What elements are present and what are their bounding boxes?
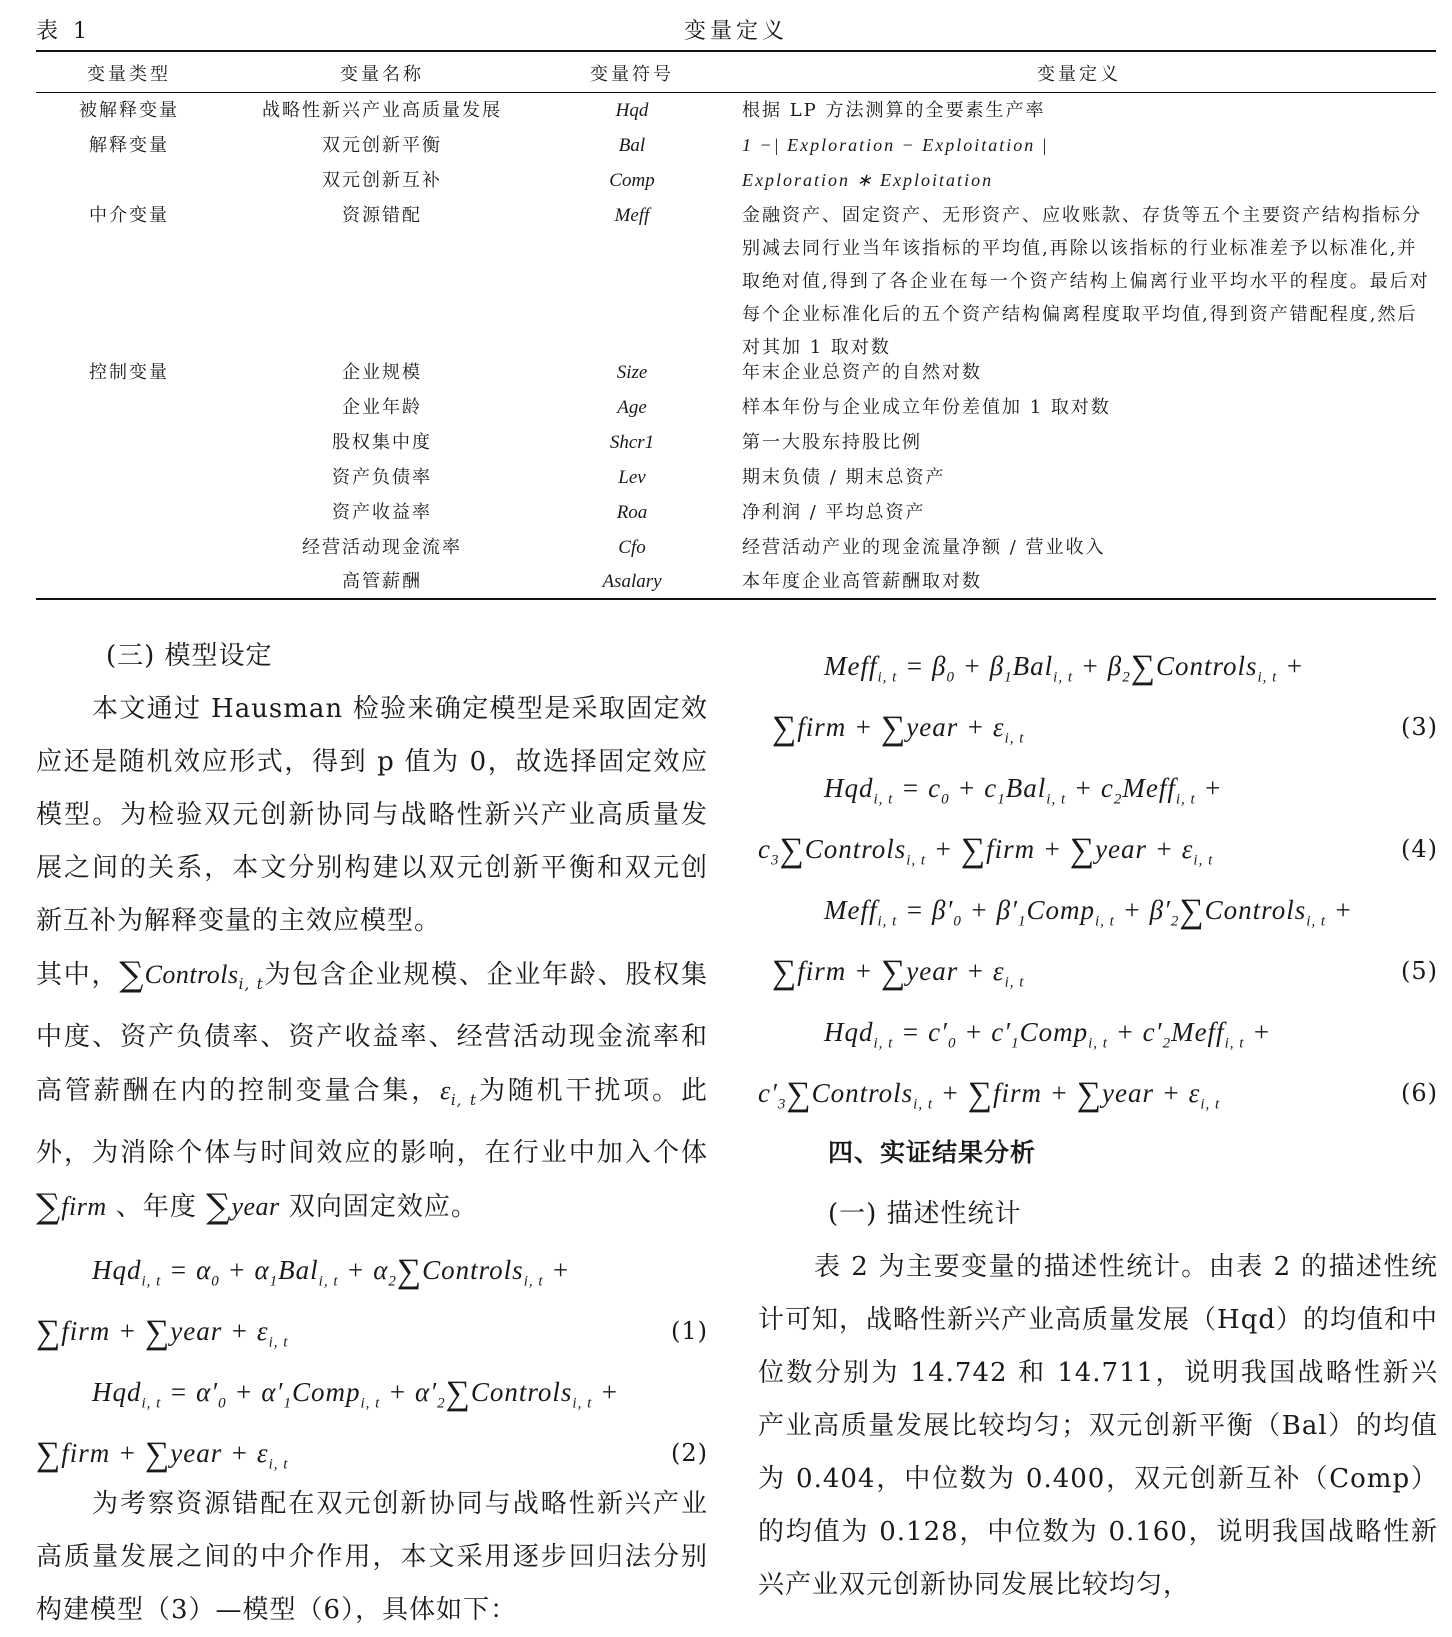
header-type: 变量类型: [87, 64, 171, 85]
equation-number: (1): [671, 1317, 708, 1346]
equation-1-line-2: ∑firm + ∑year + $\varepsilon_{i, t}$ (1): [36, 1295, 708, 1356]
equation-number: (3): [1401, 713, 1438, 741]
table-number: 表 1: [36, 19, 91, 44]
row-name: 资源错配: [342, 205, 422, 226]
row-definition: 年末企业总资产的自然对数: [742, 362, 982, 383]
header-definition: 变量定义: [1037, 64, 1121, 85]
row-symbol: Age: [617, 397, 647, 418]
row-symbol: Hqd: [615, 100, 649, 121]
row-symbol: Bal: [618, 135, 646, 156]
row-definition: 经营活动产业的现金流量净额 / 营业收入: [742, 537, 1106, 558]
equation-number: (5): [1401, 957, 1438, 985]
paragraph-hausman: 本文通过 Hausman 检验来确定模型是采取固定效应还是随机效应形式，得到 p 值为 0，故选择固定效应模型。为检验双元创新协同与战略性新兴产业高质量发展之间的关系，本文分别构建以双元创新平衡和双元创新互补为解释变量的主效应模型。: [36, 694, 708, 936]
row-name: 战略性新兴产业高质量发展: [262, 100, 502, 121]
table-title: 变量定义: [683, 19, 788, 44]
row-definition: 第一大股东持股比例: [742, 432, 922, 453]
row-name: 企业规模: [342, 362, 422, 383]
equation-number: (4): [1401, 835, 1438, 863]
row-definition: 本年度企业高管薪酬取对数: [742, 571, 982, 592]
table-row: [36, 391, 1436, 425]
table-row: [36, 565, 1436, 599]
table-row: [36, 531, 1436, 565]
body-paragraph: [36, 683, 708, 1234]
equation-4-line-2: $c_3\sum Controls_{i, t}$ + ∑firm + ∑year + $\varepsilon_{i, t}$ (4): [758, 813, 1438, 874]
row-name: 双元创新平衡: [322, 135, 442, 156]
row-symbol: Meff: [614, 205, 650, 226]
equation-number: (2): [671, 1439, 708, 1468]
row-name: 双元创新互补: [322, 170, 442, 191]
subsection-descriptive-stats: (一) 描述性统计: [828, 1199, 1022, 1229]
table-row: [36, 356, 1436, 390]
row-symbol: Roa: [616, 502, 648, 523]
row-name: 企业年龄: [342, 397, 422, 418]
row-definition: 金融资产、固定资产、无形资产、应收账款、存货等五个主要资产结构指标分别减去同行业当年该指标的平均值,再除以该指标的行业标准差予以标准化,并取绝对值,得到了各企业在每一个资产结构上偏离行业平均水平的程度。最后对每个企业标准化后的五个资产结构偏离程度取平均值,得到资产错配程度,然后对其加 1 取对数: [742, 205, 1430, 358]
row-name: 股权集中度: [332, 432, 432, 453]
table-header-rule: [36, 92, 1436, 93]
equation-5-line-1: Meff$_{i, t}$ = $\beta'_0$ + $\beta'_1Comp_{i, t}$ + $\beta'_2\sum Controls_{i, t}$ +: [824, 893, 1354, 930]
header-symbol: 变量符号: [590, 64, 674, 85]
table-row: [36, 461, 1436, 495]
equation-2-line-2: ∑firm + ∑year + $\varepsilon_{i, t}$ (2): [36, 1417, 708, 1478]
header-name: 变量名称: [340, 64, 424, 85]
row-type: 控制变量: [89, 362, 169, 383]
row-name: 资产收益率: [332, 502, 432, 523]
row-definition: 1 −| Exploration − Exploitation |: [742, 135, 1049, 155]
paragraph-controls: 其中，∑Controls$_{i, t}$为包含企业规模、企业年龄、股权集中度、资产负债率、资产收益率、经营活动现金流率和高管薪酬在内的控制变量合集，$\varepsilon_{i, t}$为随机干扰项。此外，为消除个体与时间效应的影响，在行业中加入个体 ∑firm 、年度 ∑year 双向固定效应。: [36, 955, 708, 1228]
equation-6-line-2: $c'_3\sum Controls_{i, t}$ + ∑firm + ∑year + $\varepsilon_{i, t}$ (6): [758, 1057, 1438, 1118]
paragraph-mediation: 为考察资源错配在双元创新协同与战略性新兴产业高质量发展之间的中介作用，本文采用逐步回归法分别构建模型（3）—模型（6），具体如下：: [36, 1489, 708, 1626]
equation-4-line-1: $Hqd_{i, t} = c_0 + c_1Bal_{i, t}$ + $c_2Meff_{i, t}$ +: [824, 773, 1223, 808]
body-paragraph: [758, 1241, 1438, 1612]
equation-3-line-2: ∑firm + ∑year + $\varepsilon_{i, t}$ (3): [758, 691, 1438, 752]
row-name: 资产负债率: [332, 467, 432, 488]
row-name: 经营活动现金流率: [302, 537, 462, 558]
equation-1-line-1: $Hqd_{i, t} = \alpha_0 + \alpha_1Bal_{i, t}$ + $\alpha_2\sum Controls_{i, t}$ +: [92, 1253, 571, 1291]
row-definition: Exploration ∗ Exploitation: [742, 170, 994, 190]
row-type: 解释变量: [89, 135, 169, 156]
table-header: [36, 60, 1436, 90]
table-row: [36, 94, 1436, 128]
row-definition: 净利润 / 平均总资产: [742, 502, 926, 523]
table-row: [36, 129, 1436, 163]
table-row: [36, 164, 1436, 198]
equation-2-line-1: $Hqd_{i, t} = \alpha'_0$ + $\alpha'_1Comp_{i, t}$ + $\alpha'_2\sum Controls_{i, t}$ +: [92, 1375, 620, 1413]
row-symbol: Comp: [609, 170, 655, 191]
table-bottom-rule: [36, 598, 1436, 600]
equation-5-line-2: ∑firm + ∑year + $\varepsilon_{i, t}$ (5): [758, 935, 1438, 996]
equation-number: (6): [1401, 1079, 1438, 1107]
left-column: [36, 630, 708, 1637]
row-definition: 根据 LP 方法测算的全要素生产率: [742, 100, 1046, 121]
table-caption: [36, 10, 1436, 46]
section-heading: 四、实证结果分析: [828, 1138, 1037, 1167]
row-definition: 期末负债 / 期末总资产: [742, 467, 946, 488]
equation-3-line-1: Meff$_{i, t}$ = $\beta_0 + \beta_1Bal_{i, t}$ + $\beta_2\sum Controls_{i, t}$ +: [824, 649, 1305, 686]
table-row: [36, 199, 1436, 365]
row-symbol: Shcr1: [609, 432, 655, 453]
right-column: [758, 630, 1438, 1612]
equation-6-line-1: $Hqd_{i, t} = c'_0$ + $c'_1Comp_{i, t}$ + $c'_2Meff_{i, t}$ +: [824, 1017, 1272, 1052]
row-definition: 样本年份与企业成立年份差值加 1 取对数: [742, 397, 1111, 418]
row-symbol: Lev: [618, 467, 646, 488]
row-type: 中介变量: [89, 205, 169, 226]
row-symbol: Cfo: [618, 537, 646, 558]
table-top-rule: [36, 50, 1436, 52]
row-symbol: Size: [616, 362, 648, 383]
row-name: 高管薪酬: [342, 571, 422, 592]
row-symbol: Asalary: [602, 571, 662, 592]
row-type: 被解释变量: [79, 100, 179, 121]
table-row: [36, 426, 1436, 460]
body-paragraph: [36, 1478, 708, 1637]
subsection-model-setting: (三) 模型设定: [106, 641, 273, 671]
table-row: [36, 496, 1436, 530]
paragraph-descriptive: 表 2 为主要变量的描述性统计。由表 2 的描述性统计可知，战略性新兴产业高质量发展（Hqd）的均值和中位数分别为 14.742 和 14.711，说明我国战略性新兴产业高质量发展比较均匀；双元创新平衡（Bal）的均值为 0.404，中位数为 0.400，双元创新互补（Comp）的均值为 0.128，中位数为 0.160，说明我国战略性新兴产业双元创新协同发展比较均匀，: [758, 1252, 1438, 1600]
